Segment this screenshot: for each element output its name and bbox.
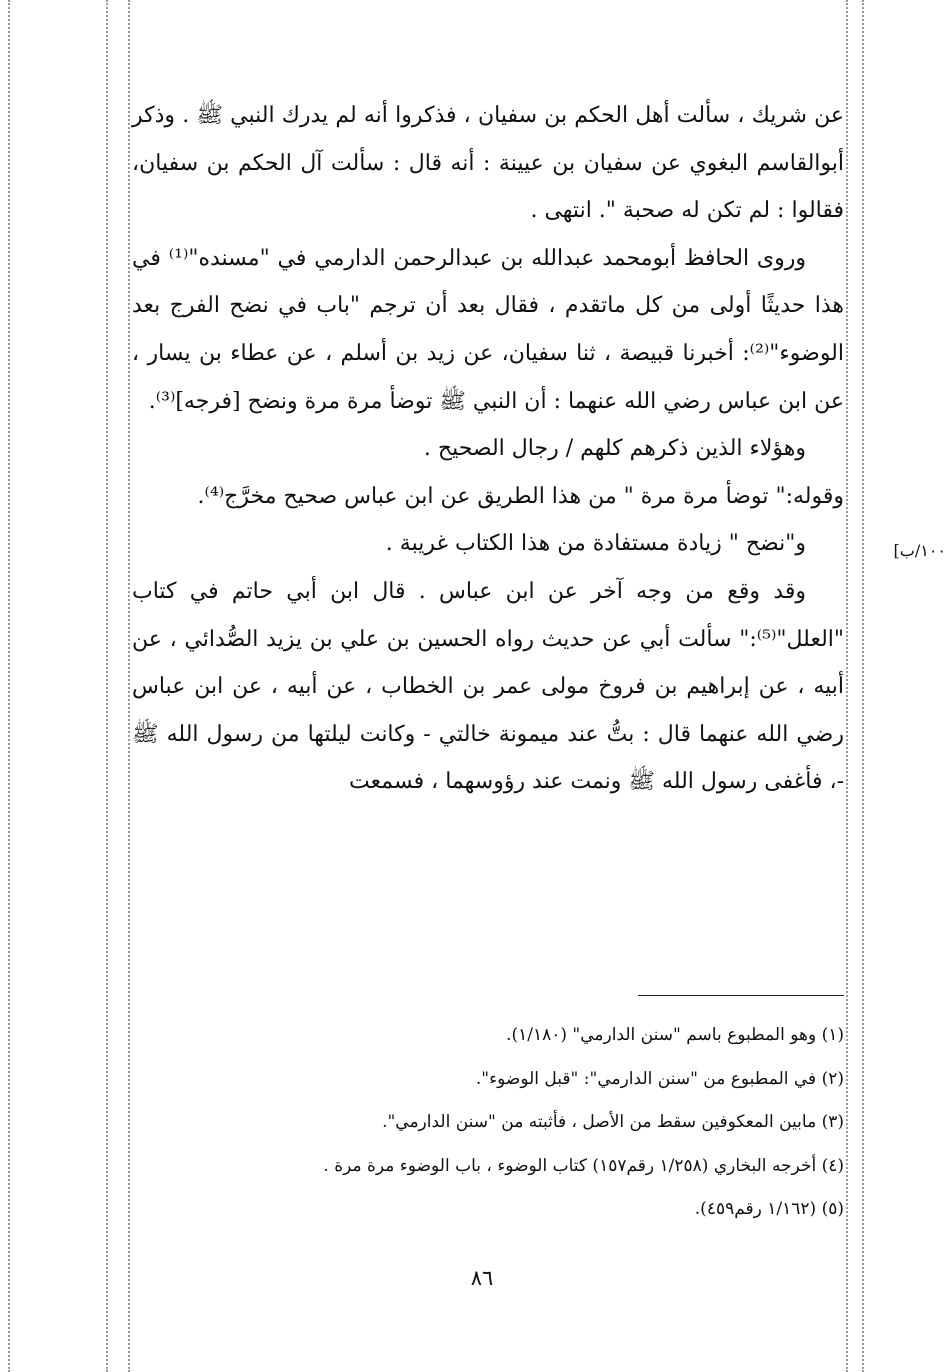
grid-line bbox=[8, 0, 10, 1372]
paragraph-4: وقوله:" توضأ مرة مرة " من هذا الطريق عن ابن عباس صحيح مخرَّج⁽⁴⁾. bbox=[197, 483, 844, 509]
grid-line bbox=[862, 0, 864, 1372]
footnote-1: (١) وهو المطبوع باسم "سنن الدارمي" (١/١٨٠). bbox=[506, 1025, 844, 1045]
footnote-5: (٥) (١/١٦٢ رقم٤٥٩). bbox=[694, 1199, 844, 1220]
grid-line bbox=[106, 0, 108, 1372]
footnote-2: (٢) في المطبوع من "سنن الدارمي": "قبل الوضوء". bbox=[475, 1068, 844, 1089]
main-text bbox=[132, 92, 844, 806]
footnote-4: (٤) أخرجه البخاري (١/٢٥٨ رقم١٥٧) كتاب الوضوء ، باب الوضوء مرة مرة . bbox=[323, 1155, 844, 1176]
paragraph-2: وروى الحافظ أبومحمد عبدالله بن عبدالرحمن الدارمي في "مسنده"⁽¹⁾ في هذا حديثًا أولى من كل ماتقدم ، فقال بعد أن ترجم "باب في نضح الفرج بعد الوضوء"⁽²⁾: أخبرنا قبيصة ، ثنا سفيان، عن زيد بن أسلم ، عن عطاء بن يسار ، عن ابن عباس رضي الله عنهما : أن النبي ﷺ توضأ مرة مرة ونضح [فرجه]⁽³⁾. bbox=[132, 245, 844, 414]
paragraph-3: وهؤلاء الذين ذكرهم كلهم / رجال الصحيح . bbox=[423, 436, 806, 462]
footnotes bbox=[160, 1014, 844, 1232]
margin-folio-note: ١٠٠/ب] bbox=[893, 541, 946, 560]
paragraph-1: عن شريك ، سألت أهل الحكم بن سفيان ، فذكروا أنه لم يدرك النبي ﷺ . وذكر أبوالقاسم البغوي عن سفيان بن عيينة : أنه قال : سألت آل الحكم بن سفيان، فقالوا : لم تكن له صحبة ". انتهى . bbox=[132, 103, 844, 224]
grid-line bbox=[846, 0, 848, 1372]
page-number: ٨٦ bbox=[470, 1266, 494, 1290]
paragraph-6: وقد وقع من وجه آخر عن ابن عباس . قال ابن أبي حاتم في كتاب "العلل"⁽⁵⁾:" سألت أبي عن حديث رواه الحسين بن علي بن يزيد الصُّدائي ، عن أبيه ، عن إبراهيم بن فروخ مولى عمر بن الخطاب ، عن أبيه ، عن ابن عباس رضي الله عنهما قال : بتُّ عند ميمونة خالتي - وكانت ليلتها من رسول الله ﷺ -، فأغفى رسول الله ﷺ ونمت عند رؤوسهما ، فسمعت bbox=[132, 578, 844, 795]
grid-line bbox=[128, 0, 130, 1372]
paragraph-5: و"نضح " زيادة مستفادة من هذا الكتاب غريبة . bbox=[385, 531, 806, 557]
footnote-separator bbox=[638, 995, 844, 996]
footnote-3: (٣) مابين المعكوفين سقط من الأصل ، فأثبته من "سنن الدارمي". bbox=[382, 1112, 844, 1133]
